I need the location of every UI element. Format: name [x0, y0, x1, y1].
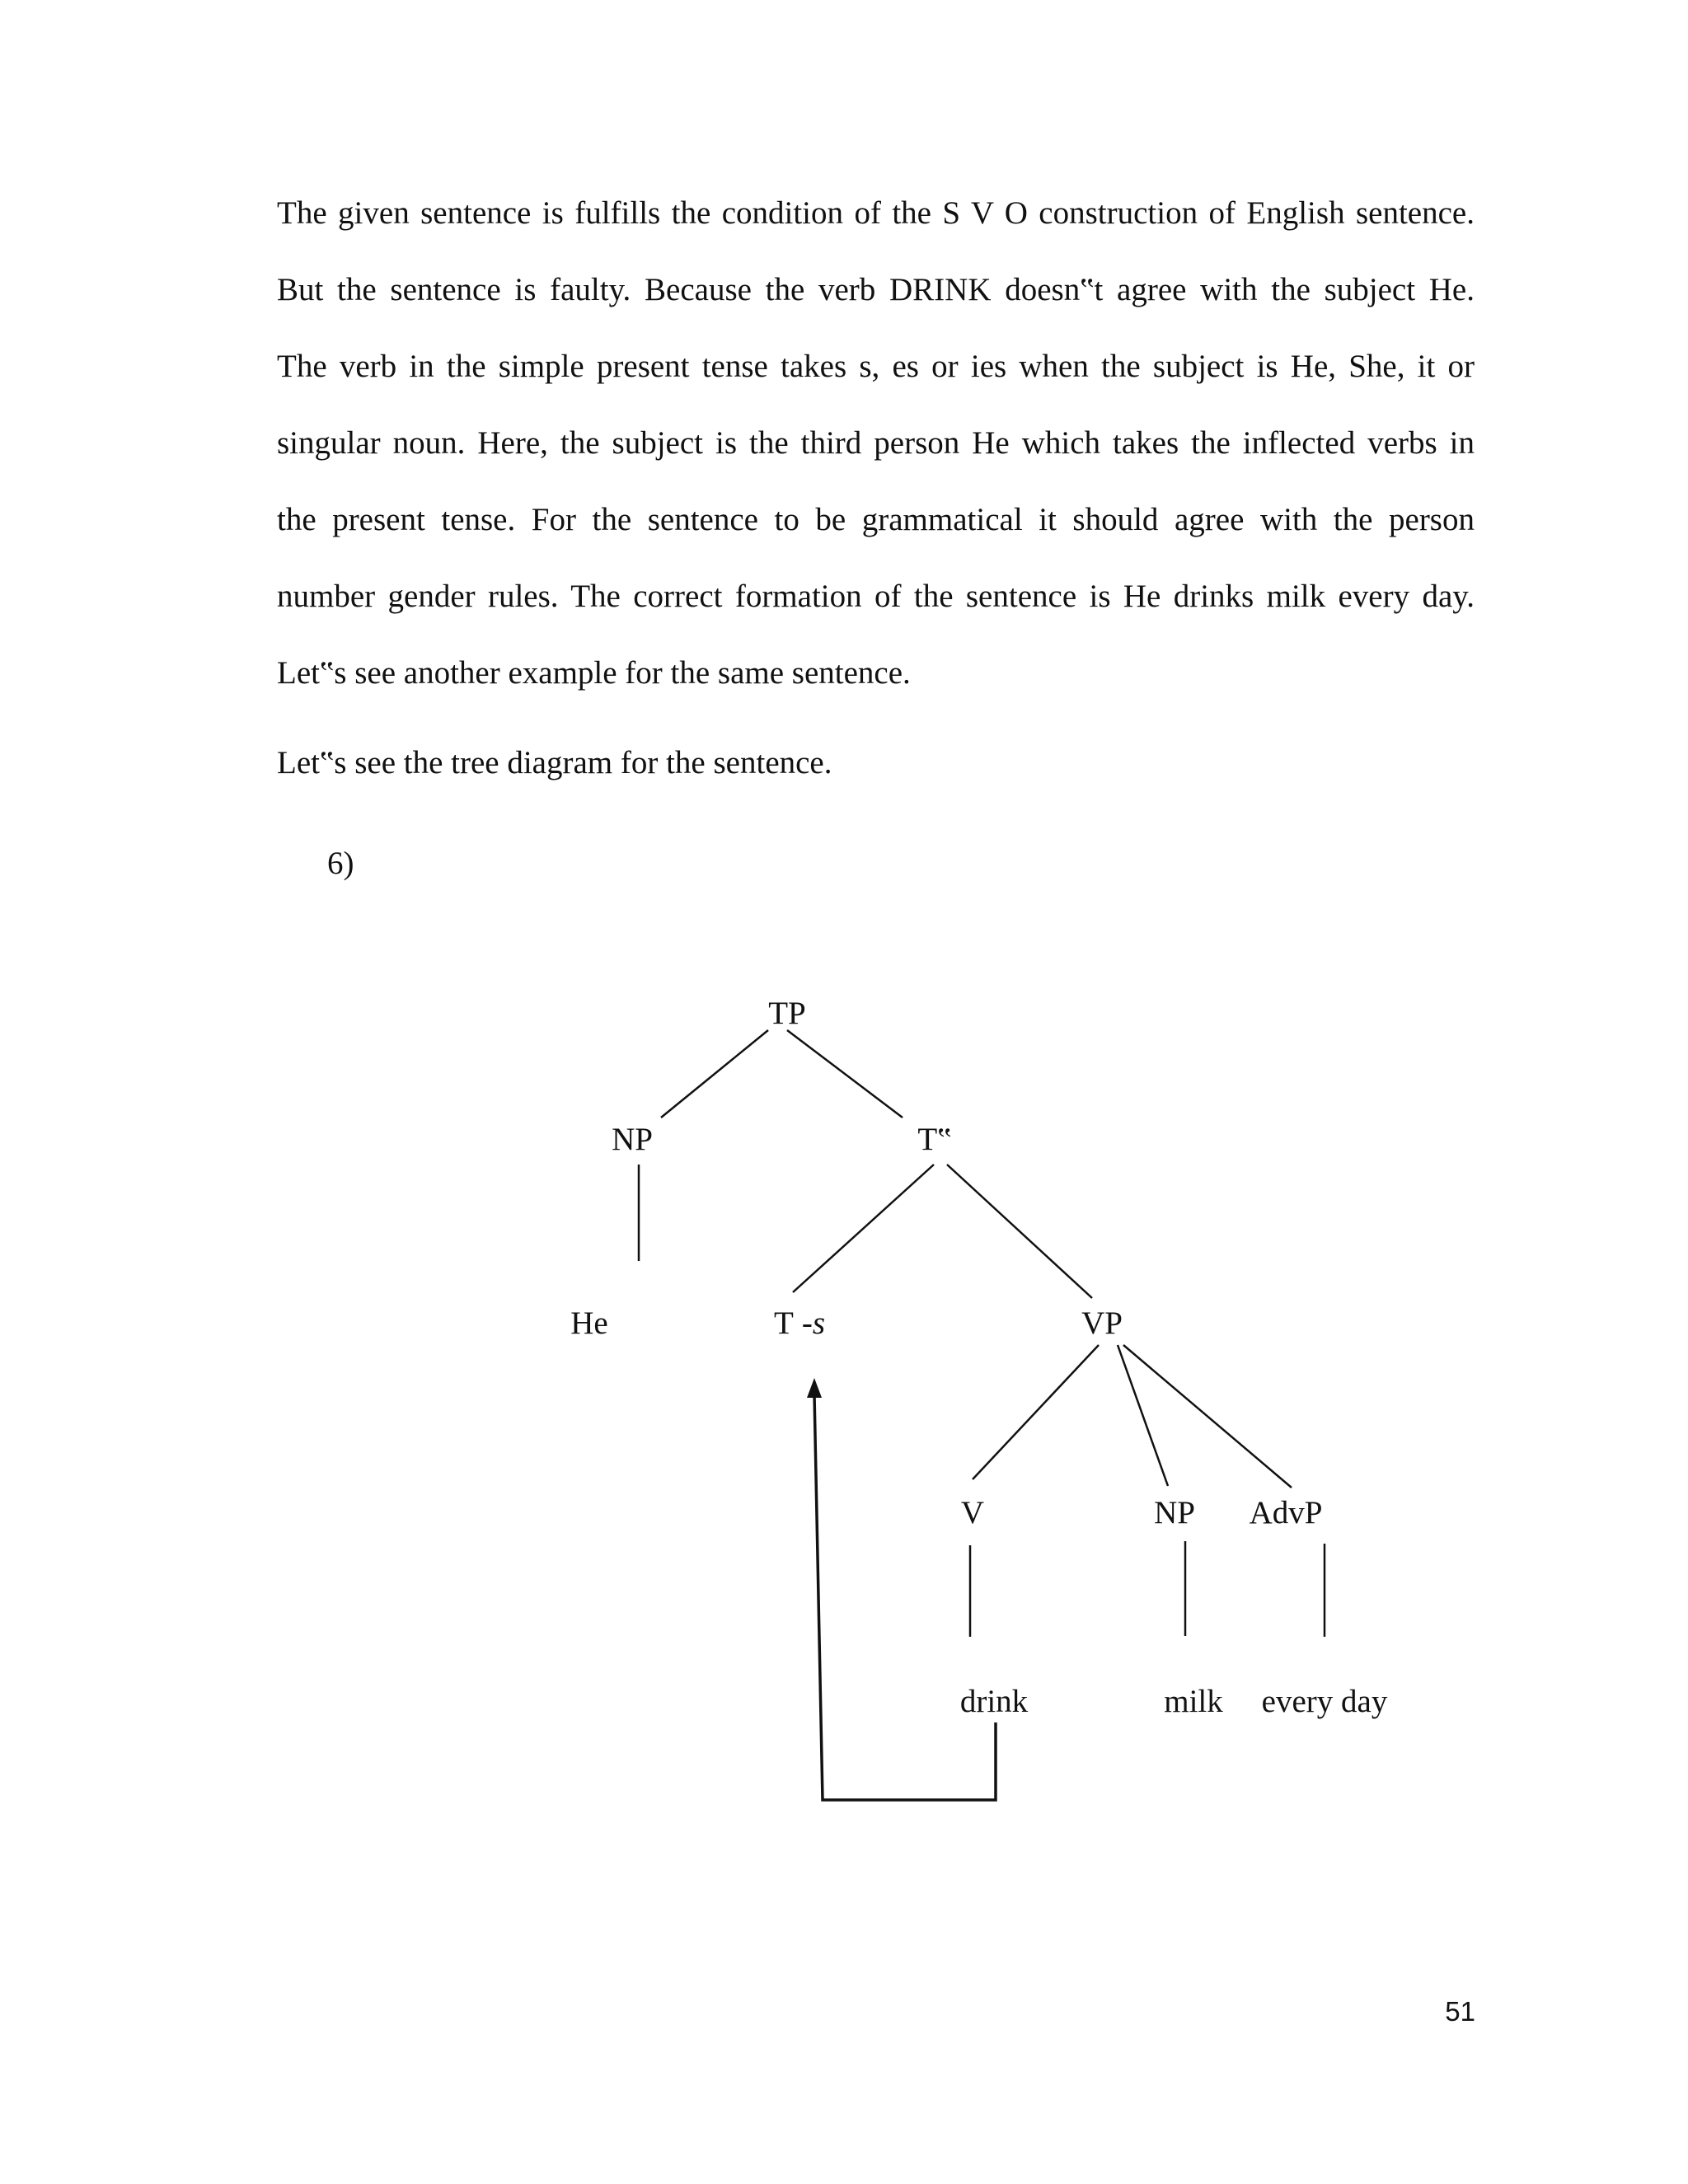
node-t-bar: T‟ [917, 1122, 952, 1157]
edge-tp-tbar [787, 1030, 903, 1118]
leaf-every-day: every day [1261, 1684, 1388, 1719]
edge-vp-advp [1123, 1345, 1292, 1488]
edge-tbar-vp [947, 1165, 1092, 1298]
paragraph-line: But the sentence is faulty. Because the verb DRINK doesn‟t agree with the subject He. [277, 272, 1475, 307]
edge-vp-v [973, 1345, 1099, 1479]
paragraph-line: singular noun. Here, the subject is the third person He which takes the inflected verbs in [277, 425, 1475, 461]
movement-arrow [814, 1394, 996, 1800]
node-tp: TP [768, 996, 806, 1031]
node-advp: AdvP [1249, 1495, 1323, 1530]
node-t-head [774, 1305, 825, 1341]
arrowhead-icon [807, 1378, 822, 1398]
node-v: V [960, 1495, 985, 1530]
paragraph-line: the present tense. For the sentence to be grammatical it should agree with the person [277, 502, 1475, 537]
page-number: 51 [1445, 1996, 1475, 2027]
leaf-milk: milk [1164, 1684, 1223, 1719]
paragraph-line: Let‟s see another example for the same sentence. [277, 655, 911, 691]
paragraph-line: The verb in the simple present tense takes s, es or ies when the subject is He, She, it or [277, 349, 1475, 384]
node-np-object: NP [1154, 1495, 1195, 1530]
leaf-drink: drink [959, 1684, 1029, 1719]
node-t-affix: -s [801, 1305, 825, 1341]
node-t-head-label: T [774, 1305, 794, 1341]
paragraph-line: The given sentence is fulfills the condition of the S V O construction of English sentence. [277, 195, 1475, 231]
edge-tbar-t [793, 1165, 934, 1292]
example-number: 6) [327, 846, 354, 881]
edge-tp-np [661, 1030, 768, 1118]
node-np-subject: NP [612, 1122, 653, 1157]
tree-intro-text: Let‟s see the tree diagram for the sentence. [277, 745, 832, 780]
node-he: He [570, 1305, 608, 1341]
edge-vp-np [1118, 1345, 1168, 1486]
node-vp: VP [1081, 1305, 1123, 1341]
paragraph-line: number gender rules. The correct formation of the sentence is He drinks milk every day. [277, 579, 1475, 614]
